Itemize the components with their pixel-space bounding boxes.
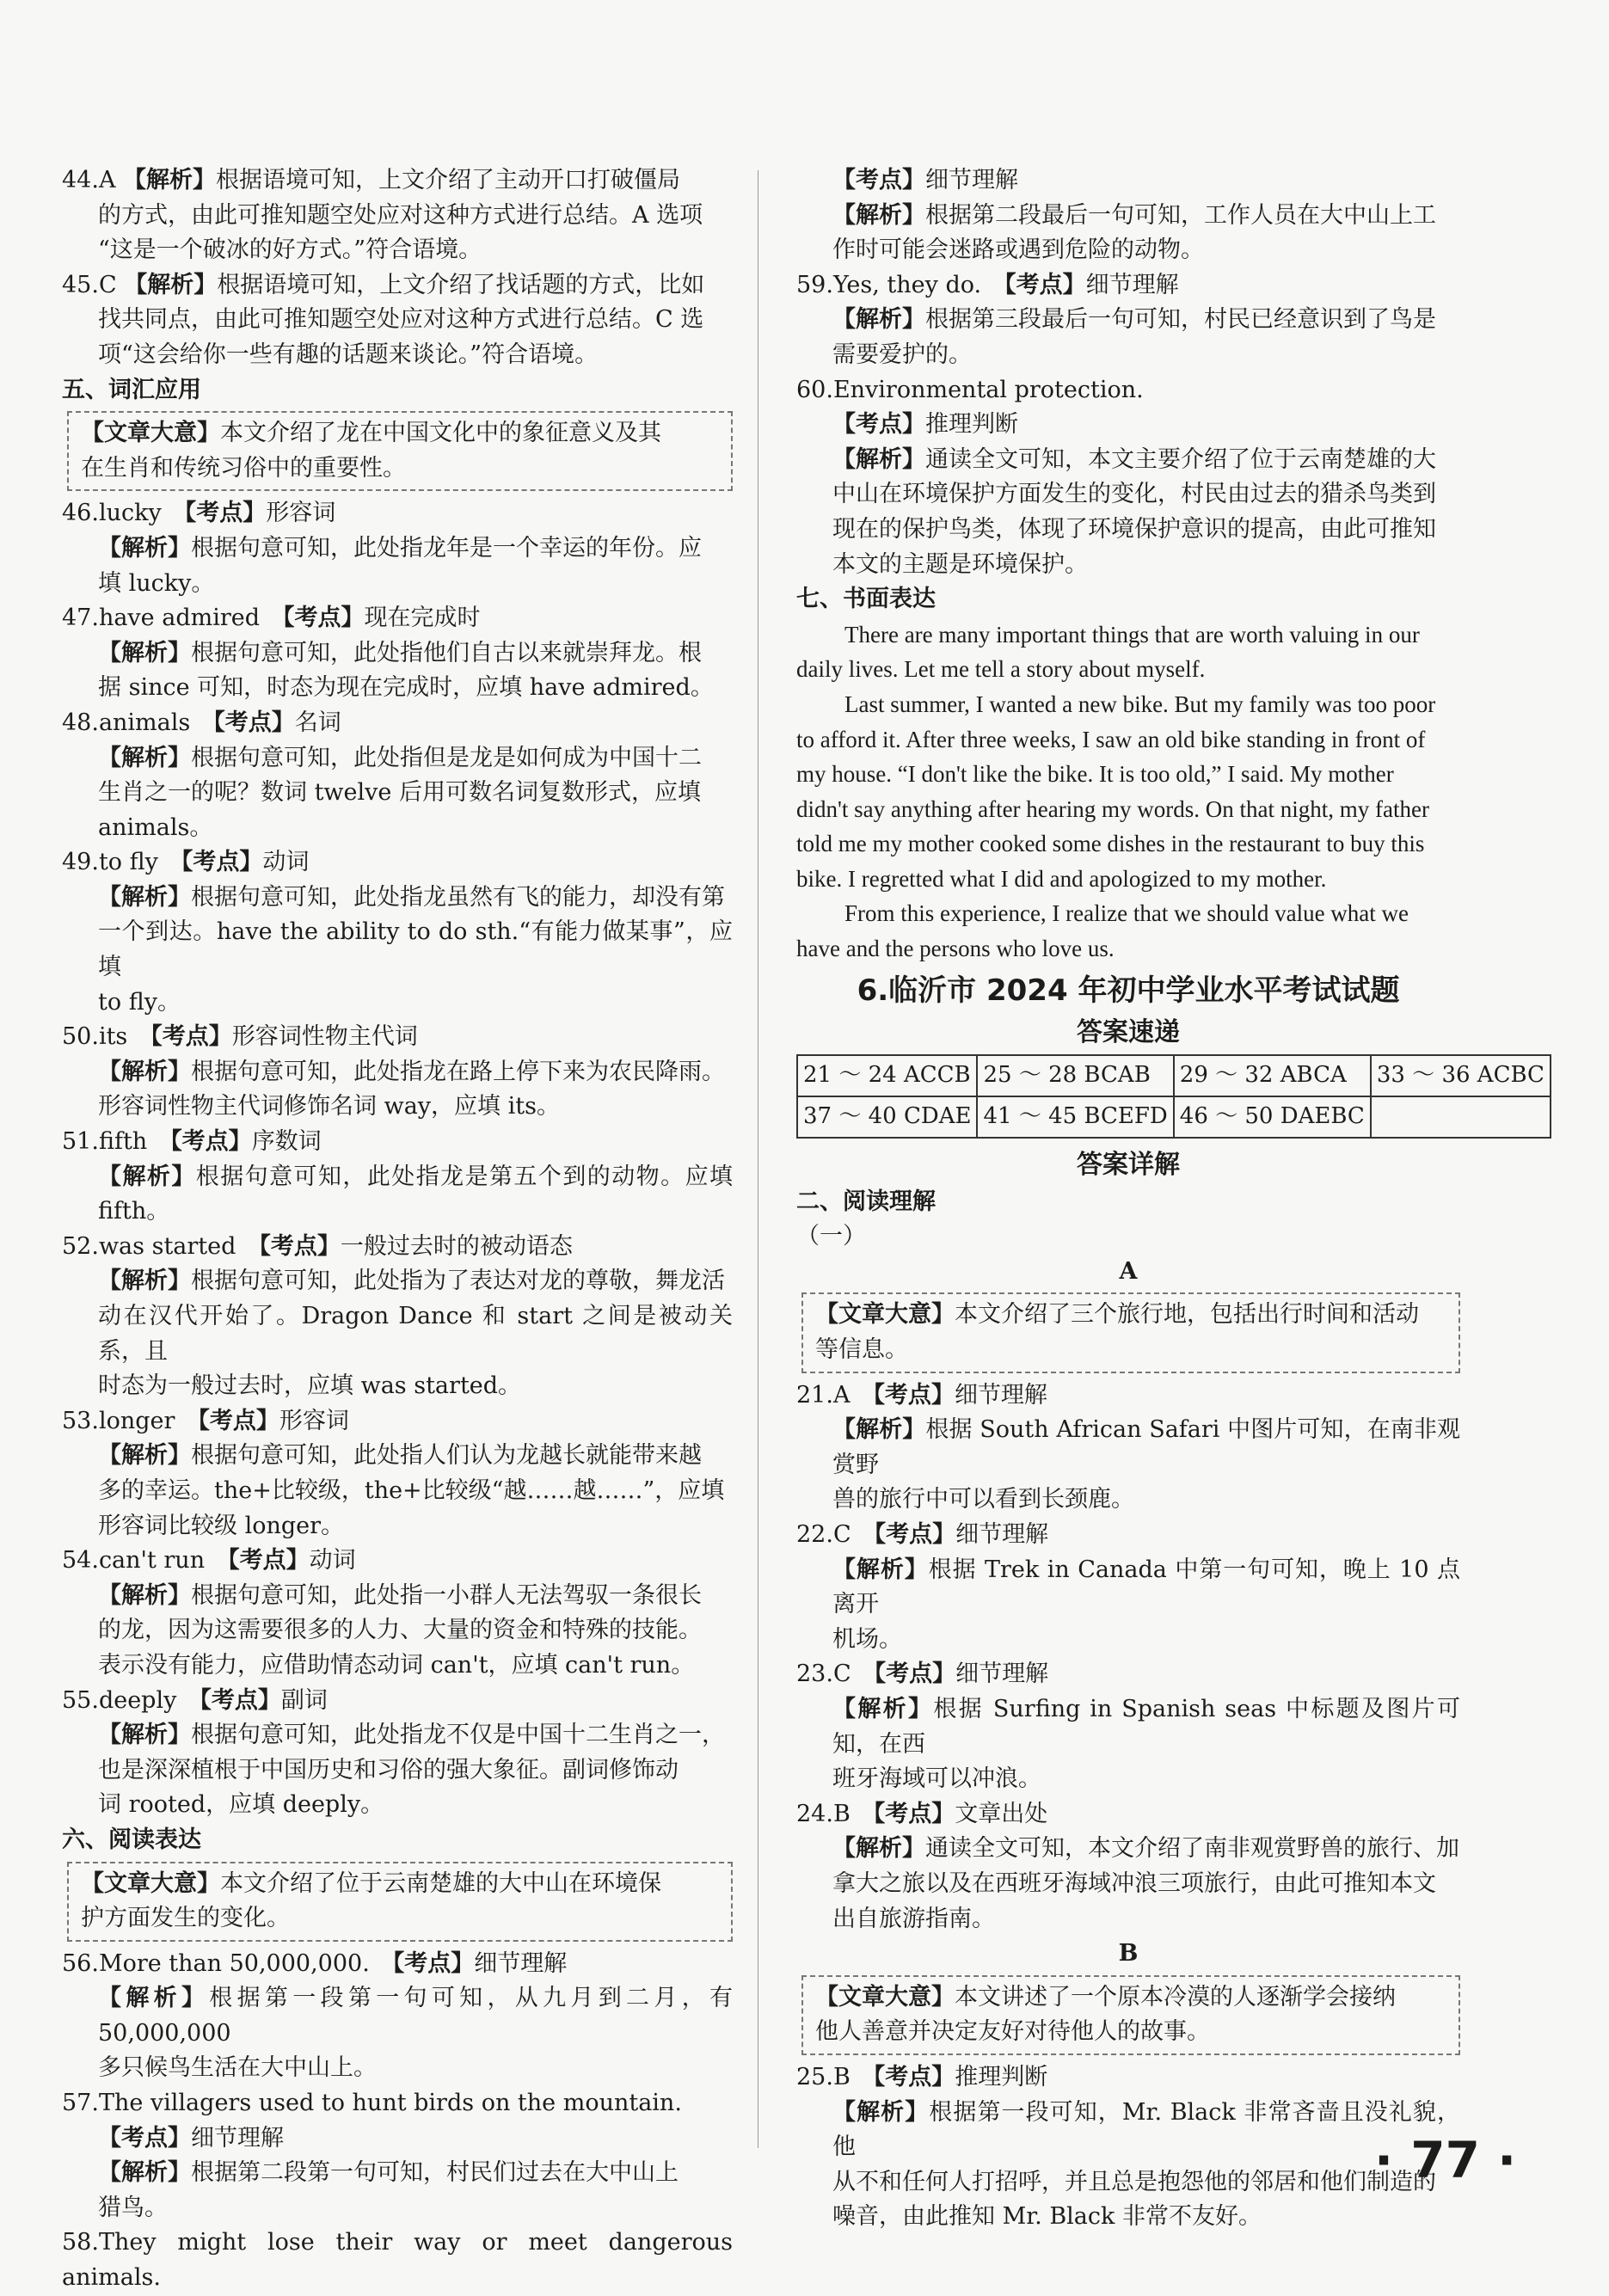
answer-59: 59.Yes, they do. 【考点】细节理解 【解析】根据第三段最后一句可知，村民已经意识到了鸟是 需要爱护的。 xyxy=(796,271,1436,368)
section-heading-7: 七、书面表达 xyxy=(796,586,936,613)
model-essay: There are many important things that are worth valuing in our daily lives. Let me tell a story about myself. Last summer, I wanted a new bike. But my family was too poor to afford it. After three weeks, I saw an old bike standing in front of my house. “I don't like the bike. It is too old,” I said. My mother didn't say anything after hearing my words. On that night, my father told me my mother cooked some dishes in the restaurant to buy this bike. I regretted what I did and apologized to my mother. From this experience, I realize that we should value what we have and the persons who love us. xyxy=(796,621,1436,962)
answer-60: 60.Environmental protection. 【考点】推理判断 【解析】通读全文可知，本文主要介绍了位于云南楚雄的大 中山在环境保护方面发生的变化，村民由过去的猎杀鸟类到 现在的保护鸟类，体现了环境保护意识的提高，由此可推知 本文的主题是环境保护。 xyxy=(796,376,1436,578)
table-row xyxy=(797,1096,1551,1138)
answer-53: 53.longer 【考点】形容词 【解析】根据句意可知，此处指人们认为龙越长就能带来越 多的幸运。the+比较级，the+比较级“越……越……”，应填 形容词比较级 longer。 xyxy=(62,1407,725,1539)
page-number: · 77 · xyxy=(1374,2131,1517,2189)
exam-title: 6.临沂市 2024 年初中学业水平考试试题 xyxy=(857,973,1400,1008)
answer-21: 21.A 【考点】细节理解 【解析】根据 South African Safari 中图片可知，在南非观赏野 兽的旅行中可以看到长颈鹿。 xyxy=(796,1381,1461,1513)
answer-23: 23.C 【考点】细节理解 【解析】根据 Surfing in Spanish seas 中标题及图片可知，在西 班牙海域可以冲浪。 xyxy=(796,1661,1460,1793)
answer-55: 55.deeply 【考点】副词 【解析】根据句意可知，此处指龙不仅是中国十二生肖之一， 也是深深植根于中国历史和习俗的强大象征。副词修饰动 词 rooted，应填 deeply。 xyxy=(62,1686,725,1819)
answer-22: 22.C 【考点】细节理解 【解析】根据 Trek in Canada 中第一句可知，晚上 10 点离开 机场。 xyxy=(796,1521,1460,1653)
answer-48: 48.animals 【考点】名词 【解析】根据句意可知，此处指但是龙是如何成为中国十二 生肖之一的呢？数词 twelve 后用可数名词复数形式，应填 animals。 xyxy=(62,709,702,841)
answer-table xyxy=(796,1054,1551,1139)
left-column xyxy=(62,163,733,2296)
section-heading-6: 六、阅读表达 xyxy=(62,1826,201,1853)
table-cell: 29 ～ 32 ABCA xyxy=(1174,1055,1371,1096)
answer-50: 50.its 【考点】形容词性物主代词 【解析】根据句意可知，此处指龙在路上停下来为农民降雨。 形容词性物主代词修饰名词 way，应填 its。 xyxy=(62,1023,725,1120)
summary-box-b: 【文章大意】本文讲述了一个原本冷漠的人逐渐学会接纳 他人善意并决定友好对待他人的故事。 xyxy=(801,1975,1460,2055)
answer-46: 46.lucky 【考点】形容词 【解析】根据句意可知，此处指龙年是一个幸运的年份。应 填 lucky。 xyxy=(62,500,702,597)
answer-44: 44.A 【解析】根据语境可知，上文介绍了主动开口打破僵局 的方式，由此可推知题空处应对这种方式进行总结。A 选项 “这是一个破冰的好方式。”符合语境。 xyxy=(62,167,703,264)
table-row xyxy=(797,1055,1551,1096)
table-cell: 37 ～ 40 CDAE xyxy=(797,1096,977,1138)
table-cell: 25 ～ 28 BCAB xyxy=(977,1055,1173,1096)
answer-25: 25.B 【考点】推理判断 【解析】根据第一段可知，Mr. Black 非常吝啬且没礼貌，他 从不和任何人打招呼，并且总是抱怨他的邻居和他们制造的 噪音，由此推知 Mr. Black 非常不友好。 xyxy=(796,2063,1461,2231)
answer-58-detail: 【考点】细节理解 【解析】根据第二段最后一句可知，工作人员在大中山上工 作时可能会迷路或遇到危险的动物。 xyxy=(832,167,1436,264)
answer-56: 56.More than 50,000,000. 【考点】细节理解 【解析】根据第一段第一句可知，从九月到二月，有 50,000,000 多只候鸟生活在大中山上。 xyxy=(62,1949,734,2082)
answer-57: 57.The villagers used to hunt birds on the mountain. 【考点】细节理解 【解析】根据第二段第一句可知，村民们过去在大中山上 猎鸟。 xyxy=(62,2090,682,2221)
table-cell: 46 ～ 50 DAEBC xyxy=(1174,1096,1371,1138)
quick-answers-heading: 答案速递 xyxy=(1077,1016,1180,1047)
answer-54: 54.can't run 【考点】动词 【解析】根据句意可知，此处指一小群人无法驾驭一条很长 的龙，因为这需要很多的人力、大量的资金和特殊的技能。 表示没有能力，应借助情态动词 can't，应填 can't run。 xyxy=(62,1547,702,1679)
summary-box-6: 【文章大意】本文介绍了位于云南楚雄的大中山在环境保 护方面发生的变化。 xyxy=(67,1862,733,1942)
detailed-answers-heading: 答案详解 xyxy=(1077,1149,1180,1180)
passage-label-a: A xyxy=(1119,1257,1138,1285)
section-heading-2: 二、阅读理解 xyxy=(796,1188,936,1215)
summary-box-a: 【文章大意】本文介绍了三个旅行地，包括出行时间和活动 等信息。 xyxy=(801,1292,1460,1372)
answer-58-head: 58.They might lose their way or meet dangerous animals. xyxy=(62,2229,733,2292)
answer-52: 52.was started 【考点】一般过去时的被动语态 【解析】根据句意可知，此处指为了表达对龙的尊敬，舞龙活 动在汉代开始了。Dragon Dance 和 start 之间是被动关系，且 时态为一般过去时，应填 was started。 xyxy=(62,1232,733,1400)
passage-label-b: B xyxy=(1118,1940,1139,1968)
part-label: （一） xyxy=(796,1223,866,1250)
answer-45: 45.C 【解析】根据语境可知，上文介绍了找话题的方式，比如 找共同点，由此可推知题空处应对这种方式进行总结。C 选 项“这会给你一些有趣的话题来谈论。”符合语境。 xyxy=(62,271,705,368)
answer-24: 24.B 【考点】文章出处 【解析】通读全文可知，本文介绍了南非观赏野兽的旅行、加 拿大之旅以及在西班牙海域冲浪三项旅行，由此可推知本文 出自旅游指南。 xyxy=(796,1800,1459,1932)
section-heading-5: 五、词汇应用 xyxy=(62,376,201,403)
answer-51: 51.fifth 【考点】序数词 【解析】根据句意可知，此处指龙是第五个到的动物。应填 fifth。 xyxy=(62,1128,734,1225)
answer-47: 47.have admired 【考点】现在完成时 【解析】根据句意可知，此处指他们自古以来就崇拜龙。根 据 since 可知，时态为现在完成时，应填 have admired。 xyxy=(62,605,714,702)
right-column xyxy=(796,163,1545,2235)
table-cell: 33 ～ 36 ACBC xyxy=(1371,1055,1551,1096)
table-cell: 41 ～ 45 BCEFD xyxy=(977,1096,1173,1138)
table-cell xyxy=(1371,1096,1551,1138)
summary-box-5: 【文章大意】本文介绍了龙在中国文化中的象征意义及其 在生肖和传统习俗中的重要性。 xyxy=(67,411,733,491)
table-cell: 21 ～ 24 ACCB xyxy=(797,1055,977,1096)
answer-49: 49.to fly 【考点】动词 【解析】根据句意可知，此处指龙虽然有飞的能力，却没有第 一个到达。have the ability to do sth.“有能力做某事”，应填 to fly。 xyxy=(62,849,733,1016)
